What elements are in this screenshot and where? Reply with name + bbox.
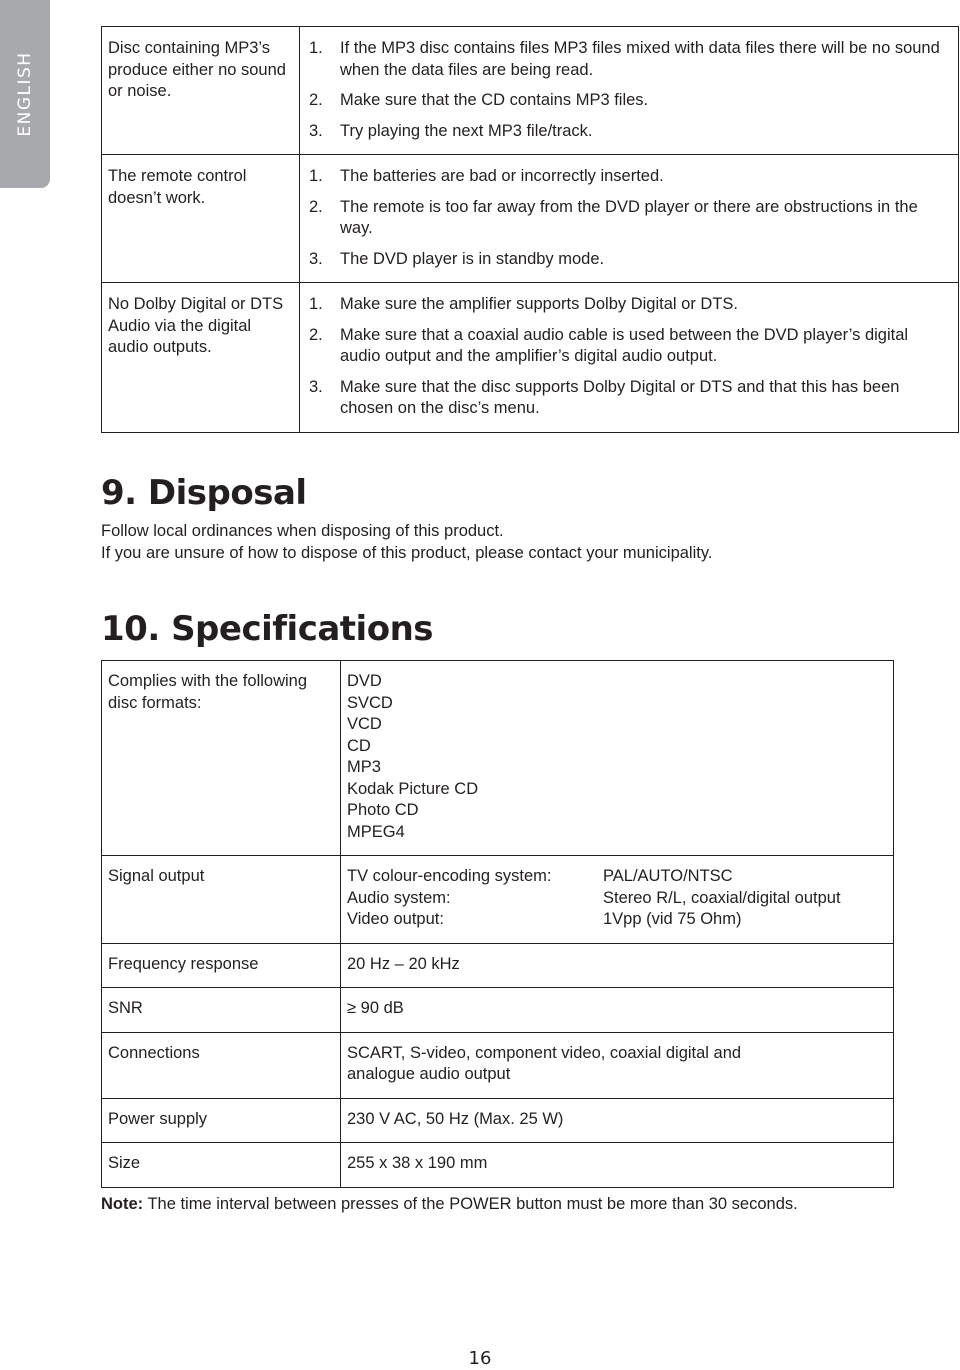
solution-list bbox=[306, 166, 952, 270]
disposal-heading: 9. Disposal bbox=[101, 473, 307, 513]
spec-value: 255 x 38 x 190 mm bbox=[341, 1143, 894, 1188]
item-number: 2. bbox=[309, 91, 323, 109]
item-number: 1. bbox=[309, 295, 323, 313]
list-item bbox=[306, 121, 952, 143]
problem-cell: No Dolby Digital or DTS Audio via the digital audio outputs. bbox=[102, 283, 300, 433]
table-row bbox=[102, 988, 894, 1033]
page-number: 16 bbox=[468, 1348, 492, 1369]
connections-text: SCART, S-video, component video, coaxial digital and analogue audio output bbox=[347, 1043, 742, 1083]
item-number: 3. bbox=[309, 377, 323, 396]
table-row bbox=[102, 27, 959, 155]
problem-cell: Disc containing MP3’s produce either no sound or noise. bbox=[102, 27, 300, 155]
list-item bbox=[306, 38, 952, 81]
item-text: If the MP3 disc contains files MP3 files mixed with data files there will be no sound when the data files are being read. bbox=[340, 39, 940, 79]
note-label: Note: bbox=[101, 1195, 144, 1213]
item-number: 3. bbox=[309, 249, 323, 268]
item-text: Make sure that the disc supports Dolby Digital or DTS and that this has been chosen on the disc’s menu. bbox=[340, 377, 900, 417]
signal-value: Stereo R/L, coaxial/digital output bbox=[603, 888, 841, 907]
table-row bbox=[102, 943, 894, 988]
list-item bbox=[306, 294, 952, 316]
spec-label: Signal output bbox=[102, 856, 341, 944]
troubleshooting-table bbox=[101, 26, 959, 433]
spec-value bbox=[341, 661, 894, 856]
signal-row bbox=[347, 866, 887, 888]
signal-key: TV colour-encoding system: bbox=[347, 867, 552, 885]
disposal-text bbox=[101, 521, 712, 564]
table-row bbox=[102, 283, 959, 433]
table-row bbox=[102, 856, 894, 944]
item-number: 2. bbox=[309, 197, 323, 216]
item-text: Make sure the amplifier supports Dolby Digital or DTS. bbox=[340, 295, 738, 313]
item-text: The batteries are bad or incorrectly inserted. bbox=[340, 167, 664, 185]
disposal-line: Follow local ordinances when disposing of this product. bbox=[101, 522, 504, 540]
spec-value: 20 Hz – 20 kHz bbox=[341, 943, 894, 988]
list-item bbox=[306, 325, 952, 368]
signal-key: Video output: bbox=[347, 910, 444, 928]
note-text: The time interval between presses of the POWER button must be more than 30 seconds. bbox=[143, 1195, 798, 1213]
item-text: Try playing the next MP3 file/track. bbox=[340, 121, 593, 140]
list-item bbox=[306, 249, 952, 271]
note bbox=[101, 1194, 798, 1216]
item-text: Make sure that a coaxial audio cable is used between the DVD player’s digital audio output and the amplifier’s digital audio output. bbox=[340, 325, 909, 365]
table-row bbox=[102, 1098, 894, 1143]
spec-value bbox=[341, 1032, 894, 1098]
signal-row bbox=[347, 888, 887, 910]
language-tab bbox=[0, 0, 50, 188]
solution-list bbox=[306, 294, 952, 420]
signal-value: 1Vpp (vid 75 Ohm) bbox=[603, 910, 742, 928]
signal-value: PAL/AUTO/NTSC bbox=[603, 867, 733, 885]
format-item: DVD bbox=[347, 672, 382, 690]
format-item: Kodak Picture CD bbox=[347, 779, 479, 798]
spec-label: Complies with the following disc formats: bbox=[102, 661, 341, 856]
spec-label: SNR bbox=[102, 988, 341, 1033]
specifications-table bbox=[101, 660, 894, 1188]
format-item: CD bbox=[347, 736, 371, 755]
language-tab-label: ENGLISH bbox=[15, 51, 35, 137]
spec-label: Power supply bbox=[102, 1098, 341, 1143]
list-item bbox=[306, 166, 952, 188]
spec-value bbox=[341, 856, 894, 944]
item-number: 3. bbox=[309, 121, 323, 140]
format-item: MPEG4 bbox=[347, 822, 405, 841]
signal-row bbox=[347, 909, 887, 931]
table-row bbox=[102, 661, 894, 856]
item-number: 2. bbox=[309, 325, 323, 344]
spec-label: Frequency response bbox=[102, 943, 341, 988]
format-item: VCD bbox=[347, 715, 382, 733]
list-item bbox=[306, 90, 952, 112]
spec-label: Size bbox=[102, 1143, 341, 1188]
specifications-heading: 10. Specifications bbox=[101, 609, 434, 649]
signal-key: Audio system: bbox=[347, 888, 451, 907]
spec-value: ≥ 90 dB bbox=[341, 988, 894, 1033]
disposal-line: If you are unsure of how to dispose of this product, please contact your municipality. bbox=[101, 543, 713, 562]
item-number: 1. bbox=[309, 167, 323, 185]
solution-list bbox=[306, 38, 952, 142]
item-number: 1. bbox=[309, 39, 323, 57]
item-text: The DVD player is in standby mode. bbox=[340, 249, 605, 268]
format-item: SVCD bbox=[347, 693, 393, 712]
solution-cell bbox=[300, 283, 959, 433]
format-item: Photo CD bbox=[347, 801, 419, 819]
format-item: MP3 bbox=[347, 758, 381, 776]
item-text: The remote is too far away from the DVD player or there are obstructions in the way. bbox=[340, 197, 918, 237]
list-item bbox=[306, 197, 952, 240]
list-item bbox=[306, 377, 952, 420]
table-row bbox=[102, 155, 959, 283]
solution-cell bbox=[300, 27, 959, 155]
table-row bbox=[102, 1143, 894, 1188]
spec-value: 230 V AC, 50 Hz (Max. 25 W) bbox=[341, 1098, 894, 1143]
solution-cell bbox=[300, 155, 959, 283]
item-text: Make sure that the CD contains MP3 files. bbox=[340, 91, 649, 109]
problem-cell: The remote control doesn’t work. bbox=[102, 155, 300, 283]
spec-label: Connections bbox=[102, 1032, 341, 1098]
table-row bbox=[102, 1032, 894, 1098]
